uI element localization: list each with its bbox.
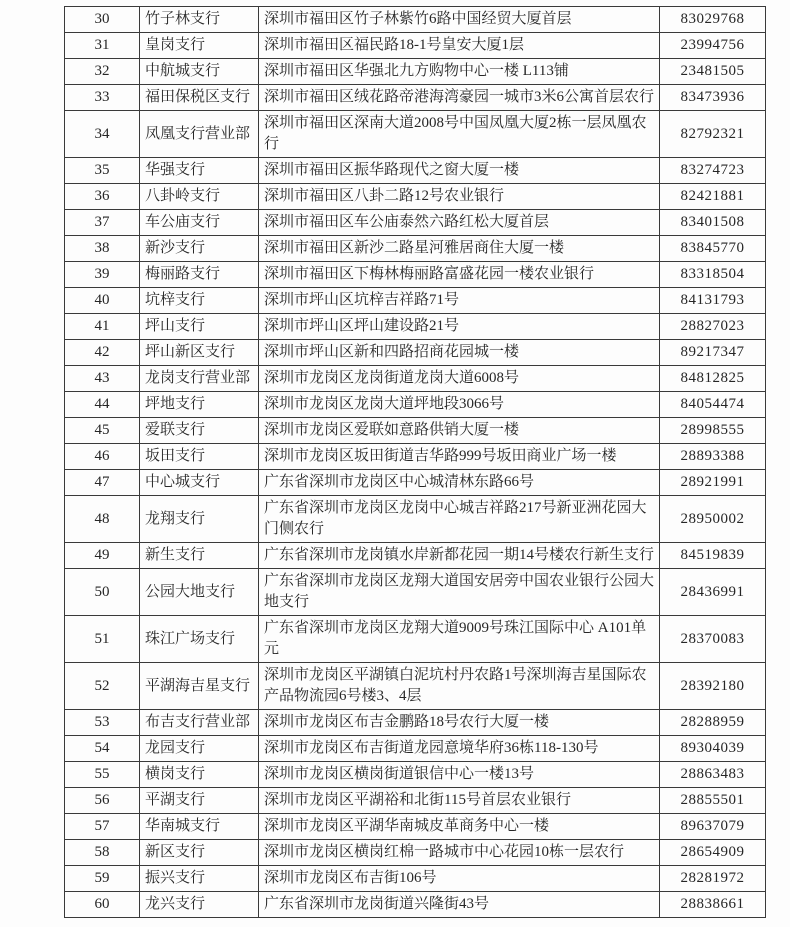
branch-phone-cell: 82421881	[660, 184, 766, 210]
branch-name-cell: 竹子林支行	[140, 7, 259, 33]
branch-phone-cell: 83845770	[660, 236, 766, 262]
branch-address-cell: 深圳市福田区福民路18-1号皇安大厦1层	[259, 33, 660, 59]
branch-name-cell: 华南城支行	[140, 814, 259, 840]
branch-phone-cell: 83473936	[660, 85, 766, 111]
branch-phone-cell: 28281972	[660, 866, 766, 892]
row-number-cell: 38	[65, 236, 140, 262]
branch-name-cell: 布吉支行营业部	[140, 710, 259, 736]
branch-address-cell: 深圳市福田区华强北九方购物中心一楼 L113铺	[259, 59, 660, 85]
branch-phone-cell: 28863483	[660, 762, 766, 788]
row-number-cell: 57	[65, 814, 140, 840]
branch-phone-cell: 28370083	[660, 616, 766, 663]
branch-phone-cell: 89217347	[660, 340, 766, 366]
table-row	[65, 736, 766, 762]
row-number-cell: 48	[65, 496, 140, 543]
table-row	[65, 392, 766, 418]
branch-address-cell: 深圳市龙岗区布吉金鹏路18号农行大厦一楼	[259, 710, 660, 736]
row-number-cell: 52	[65, 663, 140, 710]
table-row	[65, 59, 766, 85]
row-number-cell: 49	[65, 543, 140, 569]
branch-address-cell: 深圳市龙岗区龙岗街道龙岗大道6008号	[259, 366, 660, 392]
branch-name-cell: 中心城支行	[140, 470, 259, 496]
row-number-cell: 60	[65, 892, 140, 918]
branch-name-cell: 龙兴支行	[140, 892, 259, 918]
branch-address-cell: 广东省深圳市龙岗区龙翔大道国安居旁中国农业银行公园大地支行	[259, 569, 660, 616]
table-row	[65, 543, 766, 569]
table-row	[65, 85, 766, 111]
branch-name-cell: 新区支行	[140, 840, 259, 866]
table-row	[65, 111, 766, 158]
branch-phone-cell: 83029768	[660, 7, 766, 33]
branch-phone-cell: 84054474	[660, 392, 766, 418]
branch-address-cell: 深圳市福田区八卦二路12号农业银行	[259, 184, 660, 210]
branch-address-cell: 深圳市福田区绒花路帝港海湾豪园一城市3米6公寓首层农行	[259, 85, 660, 111]
row-number-cell: 30	[65, 7, 140, 33]
branch-name-cell: 福田保税区支行	[140, 85, 259, 111]
row-number-cell: 53	[65, 710, 140, 736]
row-number-cell: 37	[65, 210, 140, 236]
row-number-cell: 44	[65, 392, 140, 418]
row-number-cell: 58	[65, 840, 140, 866]
branch-address-cell: 深圳市龙岗区平湖裕和北街115号首层农业银行	[259, 788, 660, 814]
branch-name-cell: 爱联支行	[140, 418, 259, 444]
branch-name-cell: 车公庙支行	[140, 210, 259, 236]
branch-table-body	[65, 7, 766, 918]
branch-phone-cell: 28838661	[660, 892, 766, 918]
branch-address-cell: 深圳市福田区竹子林紫竹6路中国经贸大厦首层	[259, 7, 660, 33]
branch-name-cell: 振兴支行	[140, 866, 259, 892]
branch-address-cell: 深圳市龙岗区坂田街道吉华路999号坂田商业广场一楼	[259, 444, 660, 470]
table-row	[65, 496, 766, 543]
branch-address-cell: 深圳市龙岗区平湖华南城皮革商务中心一楼	[259, 814, 660, 840]
table-row	[65, 840, 766, 866]
table-row	[65, 710, 766, 736]
table-row	[65, 814, 766, 840]
branch-phone-cell: 28855501	[660, 788, 766, 814]
row-number-cell: 47	[65, 470, 140, 496]
table-row	[65, 892, 766, 918]
branch-phone-cell: 28436991	[660, 569, 766, 616]
table-row	[65, 288, 766, 314]
branch-phone-cell: 28950002	[660, 496, 766, 543]
branch-address-cell: 深圳市龙岗区横岗街道银信中心一楼13号	[259, 762, 660, 788]
branch-address-cell: 深圳市龙岗区布吉街106号	[259, 866, 660, 892]
row-number-cell: 45	[65, 418, 140, 444]
branch-directory-table	[64, 6, 766, 918]
table-row	[65, 762, 766, 788]
table-row	[65, 569, 766, 616]
branch-name-cell: 坪山支行	[140, 314, 259, 340]
table-row	[65, 33, 766, 59]
table-row	[65, 366, 766, 392]
branch-phone-cell: 23994756	[660, 33, 766, 59]
branch-address-cell: 深圳市福田区深南大道2008号中国凤凰大厦2栋一层凤凰农行	[259, 111, 660, 158]
branch-address-cell: 广东省深圳市龙岗镇水岸新都花园一期14号楼农行新生支行	[259, 543, 660, 569]
table-row	[65, 788, 766, 814]
branch-address-cell: 深圳市龙岗区布吉街道龙园意境华府36栋118-130号	[259, 736, 660, 762]
branch-address-cell: 深圳市龙岗区爱联如意路供销大厦一楼	[259, 418, 660, 444]
branch-address-cell: 深圳市福田区新沙二路星河雅居商住大厦一楼	[259, 236, 660, 262]
branch-address-cell: 深圳市龙岗区龙岗大道坪地段3066号	[259, 392, 660, 418]
table-row	[65, 236, 766, 262]
branch-name-cell: 皇岗支行	[140, 33, 259, 59]
row-number-cell: 55	[65, 762, 140, 788]
branch-name-cell: 龙岗支行营业部	[140, 366, 259, 392]
branch-name-cell: 凤凰支行营业部	[140, 111, 259, 158]
branch-name-cell: 龙园支行	[140, 736, 259, 762]
branch-address-cell: 深圳市福田区下梅林梅丽路富盛花园一楼农业银行	[259, 262, 660, 288]
row-number-cell: 31	[65, 33, 140, 59]
branch-phone-cell: 28921991	[660, 470, 766, 496]
row-number-cell: 51	[65, 616, 140, 663]
branch-name-cell: 八卦岭支行	[140, 184, 259, 210]
branch-name-cell: 新生支行	[140, 543, 259, 569]
table-row	[65, 616, 766, 663]
branch-address-cell: 深圳市福田区车公庙泰然六路红松大厦首层	[259, 210, 660, 236]
branch-name-cell: 坂田支行	[140, 444, 259, 470]
table-row	[65, 340, 766, 366]
branch-address-cell: 深圳市福田区振华路现代之窗大厦一楼	[259, 158, 660, 184]
row-number-cell: 34	[65, 111, 140, 158]
row-number-cell: 42	[65, 340, 140, 366]
row-number-cell: 32	[65, 59, 140, 85]
branch-address-cell: 广东省深圳市龙岗区中心城清林东路66号	[259, 470, 660, 496]
row-number-cell: 39	[65, 262, 140, 288]
branch-address-cell: 广东省深圳市龙岗区龙岗中心城吉祥路217号新亚洲花园大门侧农行	[259, 496, 660, 543]
table-row	[65, 184, 766, 210]
branch-address-cell: 深圳市坪山区坑梓吉祥路71号	[259, 288, 660, 314]
branch-phone-cell: 84131793	[660, 288, 766, 314]
table-row	[65, 158, 766, 184]
branch-name-cell: 坪山新区支行	[140, 340, 259, 366]
table-row	[65, 444, 766, 470]
branch-name-cell: 华强支行	[140, 158, 259, 184]
branch-phone-cell: 28827023	[660, 314, 766, 340]
branch-phone-cell: 28893388	[660, 444, 766, 470]
branch-phone-cell: 83318504	[660, 262, 766, 288]
table-row	[65, 418, 766, 444]
row-number-cell: 40	[65, 288, 140, 314]
branch-address-cell: 深圳市龙岗区平湖镇白泥坑村丹农路1号深圳海吉星国际农产品物流园6号楼3、4层	[259, 663, 660, 710]
branch-phone-cell: 84519839	[660, 543, 766, 569]
branch-address-cell: 广东省深圳市龙岗区龙翔大道9009号珠江国际中心 A101单元	[259, 616, 660, 663]
branch-phone-cell: 23481505	[660, 59, 766, 85]
table-row	[65, 866, 766, 892]
row-number-cell: 33	[65, 85, 140, 111]
branch-name-cell: 平湖支行	[140, 788, 259, 814]
branch-address-cell: 深圳市龙岗区横岗红棉一路城市中心花园10栋一层农行	[259, 840, 660, 866]
row-number-cell: 46	[65, 444, 140, 470]
row-number-cell: 41	[65, 314, 140, 340]
row-number-cell: 36	[65, 184, 140, 210]
branch-name-cell: 公园大地支行	[140, 569, 259, 616]
branch-name-cell: 坪地支行	[140, 392, 259, 418]
branch-phone-cell: 82792321	[660, 111, 766, 158]
branch-phone-cell: 28392180	[660, 663, 766, 710]
branch-name-cell: 坑梓支行	[140, 288, 259, 314]
branch-name-cell: 横岗支行	[140, 762, 259, 788]
row-number-cell: 54	[65, 736, 140, 762]
branch-address-cell: 深圳市坪山区坪山建设路21号	[259, 314, 660, 340]
branch-name-cell: 龙翔支行	[140, 496, 259, 543]
table-row	[65, 210, 766, 236]
branch-name-cell: 平湖海吉星支行	[140, 663, 259, 710]
branch-name-cell: 新沙支行	[140, 236, 259, 262]
row-number-cell: 43	[65, 366, 140, 392]
branch-address-cell: 深圳市坪山区新和四路招商花园城一楼	[259, 340, 660, 366]
branch-name-cell: 中航城支行	[140, 59, 259, 85]
branch-phone-cell: 28288959	[660, 710, 766, 736]
row-number-cell: 50	[65, 569, 140, 616]
branch-name-cell: 梅丽路支行	[140, 262, 259, 288]
branch-name-cell: 珠江广场支行	[140, 616, 259, 663]
table-row	[65, 262, 766, 288]
branch-phone-cell: 28998555	[660, 418, 766, 444]
branch-address-cell: 广东省深圳市龙岗街道兴隆街43号	[259, 892, 660, 918]
row-number-cell: 59	[65, 866, 140, 892]
branch-phone-cell: 89637079	[660, 814, 766, 840]
branch-phone-cell: 28654909	[660, 840, 766, 866]
branch-phone-cell: 83401508	[660, 210, 766, 236]
row-number-cell: 56	[65, 788, 140, 814]
table-row	[65, 663, 766, 710]
branch-phone-cell: 83274723	[660, 158, 766, 184]
row-number-cell: 35	[65, 158, 140, 184]
table-row	[65, 314, 766, 340]
table-row	[65, 470, 766, 496]
table-row	[65, 7, 766, 33]
branch-phone-cell: 84812825	[660, 366, 766, 392]
branch-phone-cell: 89304039	[660, 736, 766, 762]
